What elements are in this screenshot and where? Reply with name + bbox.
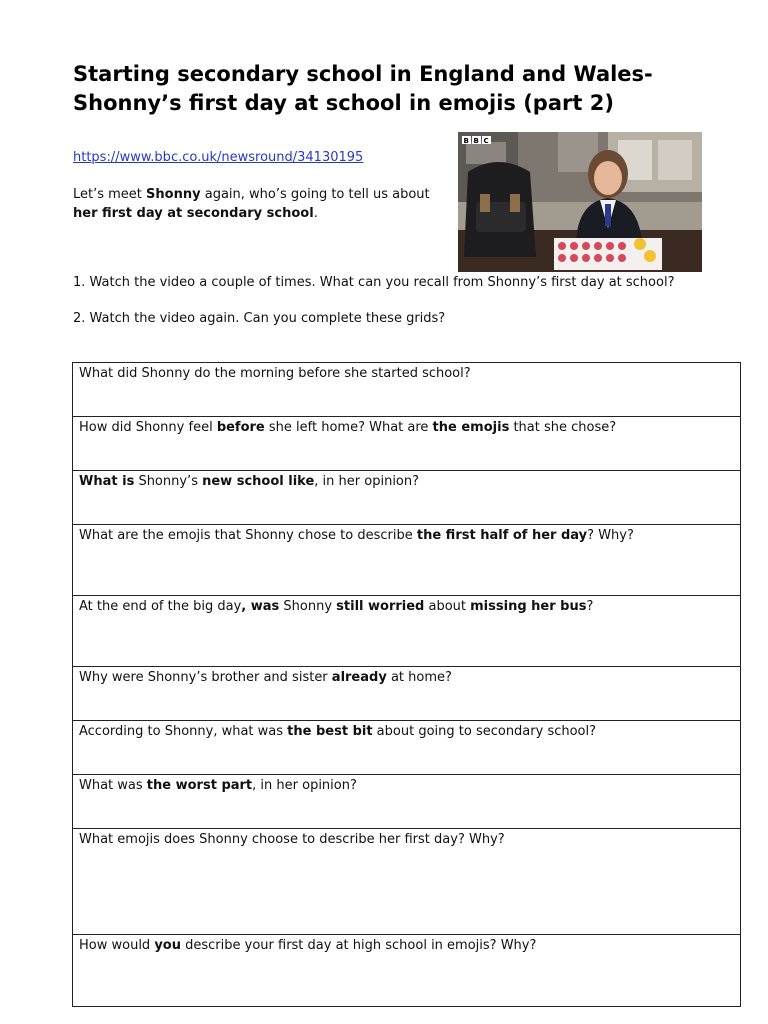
bold-text: , was [241, 599, 280, 614]
svg-text:B: B [473, 137, 479, 145]
text-segment: about going to secondary school? [372, 724, 597, 739]
table-row [73, 596, 741, 667]
text-segment: How would [79, 938, 155, 953]
question-cell[interactable] [73, 363, 741, 417]
question-cell[interactable] [73, 525, 741, 596]
question-cell[interactable] [73, 775, 741, 829]
text-segment: , in her opinion? [314, 474, 420, 489]
bold-text: the first half of her day [416, 528, 588, 543]
text-segment: Let’s meet [73, 187, 147, 202]
bold-text: already [331, 670, 387, 685]
text-segment: How did Shonny feel [79, 420, 217, 435]
bold-text: the emojis [432, 420, 510, 435]
bold-text: her first day at secondary school [73, 206, 314, 221]
page-title [73, 60, 723, 118]
table-row [73, 775, 741, 829]
text-segment: What was [79, 778, 147, 793]
text-segment: ? Why? [587, 528, 634, 543]
text-segment: ? [586, 599, 594, 614]
video-link[interactable]: https://www.bbc.co.uk/newsround/34130195 [73, 150, 364, 165]
bold-text: new school like [202, 474, 315, 489]
question-cell[interactable] [73, 721, 741, 775]
title-line-2: Shonny’s first day at school in emojis (part 2) [73, 91, 614, 115]
text-segment: Shonny’s [134, 474, 203, 489]
text-segment: What are the emojis that Shonny chose to describe [79, 528, 417, 543]
table-row [73, 525, 741, 596]
bold-text: the worst part [146, 778, 253, 793]
question-cell[interactable] [73, 667, 741, 721]
svg-text:B: B [463, 137, 469, 145]
question-cell[interactable] [73, 471, 741, 525]
question-cell[interactable] [73, 417, 741, 471]
bold-text: missing her bus [470, 599, 587, 614]
text-segment: about [424, 599, 471, 614]
text-segment: that she chose? [509, 420, 617, 435]
title-line-1: Starting secondary school in England and Wales- [73, 62, 653, 86]
table-row [73, 471, 741, 525]
bold-text: Shonny [146, 187, 201, 202]
table-row [73, 935, 741, 1007]
table-row [73, 721, 741, 775]
text-segment: According to Shonny, what was [79, 724, 288, 739]
text-segment: again, who’s going to tell us about [200, 187, 430, 202]
text-segment: At the end of the big day [79, 599, 242, 614]
text-segment: describe your first day at high school in emojis? Why? [181, 938, 537, 953]
text-segment: . [313, 206, 318, 221]
video-still-image [458, 132, 702, 272]
table-row [73, 417, 741, 471]
svg-text:C: C [483, 137, 489, 145]
text-segment: What did Shonny do the morning before she started school? [79, 366, 471, 381]
question-cell[interactable] [73, 935, 741, 1007]
bold-text: the best bit [287, 724, 373, 739]
bold-text: before [216, 420, 265, 435]
bold-text: What is [79, 474, 135, 489]
text-segment: at home? [386, 670, 452, 685]
instruction-1: 1. Watch the video a couple of times. What can you recall from Shonny’s first day at school? [73, 275, 675, 290]
text-segment: , in her opinion? [252, 778, 357, 793]
bbc-logo-icon [462, 136, 491, 145]
table-row [73, 667, 741, 721]
question-cell[interactable] [73, 829, 741, 935]
intro-text [73, 185, 453, 223]
text-segment: What emojis does Shonny choose to describe her first day? Why? [79, 832, 505, 847]
text-segment: Why were Shonny’s brother and sister [79, 670, 332, 685]
table-row [73, 829, 741, 935]
text-segment: Shonny [279, 599, 337, 614]
text-segment: she left home? What are [264, 420, 433, 435]
instruction-2: 2. Watch the video again. Can you complete these grids? [73, 311, 446, 326]
table-row [73, 363, 741, 417]
question-cell[interactable] [73, 596, 741, 667]
bold-text: you [154, 938, 181, 953]
video-still-illustration [458, 132, 702, 272]
bold-text: still worried [336, 599, 425, 614]
question-grid [72, 362, 741, 1007]
